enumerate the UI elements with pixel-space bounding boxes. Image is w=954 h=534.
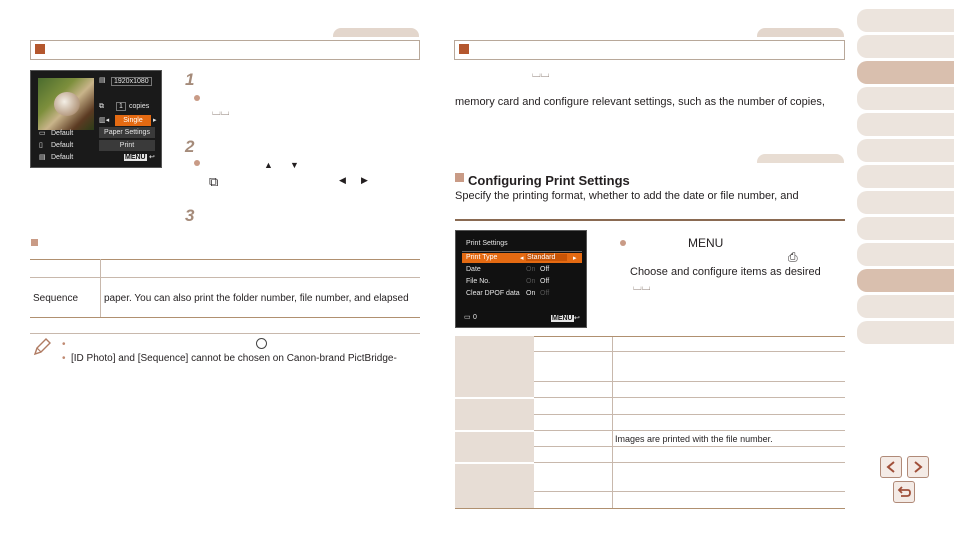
side-tab-12[interactable] bbox=[857, 295, 954, 318]
left-section-bar bbox=[30, 40, 420, 60]
clear-dpof-value: On bbox=[526, 290, 536, 297]
right-header-tab bbox=[757, 28, 844, 37]
return-button[interactable] bbox=[893, 481, 915, 503]
table-rule bbox=[534, 351, 845, 352]
step-3-number: 3 bbox=[185, 206, 195, 225]
table-row-label: Sequence bbox=[33, 293, 79, 304]
resolution-text: 1920x1080 bbox=[111, 77, 152, 86]
print-count: 0 bbox=[473, 314, 477, 321]
table-header-cell-1 bbox=[455, 336, 534, 397]
copies-value[interactable]: 1 bbox=[116, 102, 126, 111]
table-col-divider-1 bbox=[612, 336, 613, 508]
subsection-marker-icon bbox=[31, 239, 38, 246]
date-value: Off bbox=[540, 266, 550, 273]
table-rule bbox=[534, 336, 845, 337]
chevron-right-icon bbox=[908, 457, 928, 477]
camera-print-settings-screen bbox=[455, 230, 587, 328]
paper-type-icon: ▯ bbox=[39, 142, 43, 149]
table-file-number-text: Images are printed with the file number. bbox=[615, 434, 773, 444]
file-no-label[interactable]: File No. bbox=[466, 278, 491, 285]
side-tab-6[interactable] bbox=[857, 139, 954, 162]
date-on-dim: On bbox=[526, 266, 536, 273]
note-line-2: [ID Photo] and [Sequence] cannot be chosen on Canon-brand PictBridge- bbox=[71, 353, 397, 364]
file-no-value: Off bbox=[540, 278, 550, 285]
title-rule bbox=[462, 251, 582, 252]
side-tab-8[interactable] bbox=[857, 191, 954, 214]
table-rule bbox=[534, 491, 845, 492]
dog-image bbox=[54, 92, 80, 116]
print-type-value: Standard bbox=[526, 254, 567, 261]
note-top-rule bbox=[30, 333, 420, 334]
right-arrow-icon: ▶ bbox=[361, 175, 368, 185]
step-2-bullet bbox=[194, 160, 200, 166]
subsection-marker-icon bbox=[455, 173, 464, 182]
left-header-tab bbox=[333, 28, 419, 37]
side-tab-9[interactable] bbox=[857, 217, 954, 240]
table-col-divider bbox=[100, 259, 101, 317]
file-no-on-dim: On bbox=[526, 278, 536, 285]
clear-dpof-off-dim: Off bbox=[540, 290, 550, 297]
page-ref-icon[interactable]: ⌴⌴ bbox=[212, 106, 230, 118]
next-page-button[interactable] bbox=[907, 456, 929, 478]
table-rule bbox=[534, 430, 845, 431]
print-type-select[interactable]: Single bbox=[115, 115, 151, 126]
left-arrow-icon: ◀ bbox=[339, 175, 346, 185]
section-title: Configuring Print Settings bbox=[468, 173, 630, 188]
section-marker-icon bbox=[459, 44, 469, 54]
page-ref-icon[interactable]: ⌴⌴ bbox=[532, 68, 550, 80]
left-arrow-icon: ◂ bbox=[520, 255, 524, 262]
table-row-rule bbox=[30, 277, 420, 278]
right-section-bar bbox=[454, 40, 845, 60]
table-rule bbox=[534, 414, 845, 415]
paper-default-icon: ▭ bbox=[39, 130, 46, 137]
copies-icon: ⧉ bbox=[99, 103, 104, 110]
step-1-number: 1 bbox=[185, 70, 195, 89]
section-rule bbox=[455, 219, 845, 221]
note-bullet-2: • bbox=[62, 353, 66, 364]
table-header-cell-4 bbox=[455, 464, 534, 508]
instruction-bullet bbox=[620, 240, 626, 246]
right-arrow-icon: ▸ bbox=[573, 255, 577, 262]
table-bottom-rule bbox=[30, 317, 420, 318]
menu-badge: MENU bbox=[125, 154, 146, 161]
section-desc: Specify the printing format, whether to add the date or file number, and bbox=[455, 190, 799, 202]
return-icon bbox=[894, 482, 914, 502]
page-ref-icon[interactable]: ⌴⌴ bbox=[633, 281, 651, 293]
note-bullet-1: • bbox=[62, 339, 66, 350]
side-tab-11[interactable] bbox=[857, 269, 954, 292]
copies-label: copies bbox=[129, 103, 150, 110]
print-settings-title: Print Settings bbox=[466, 240, 508, 247]
up-arrow-icon: ▲ bbox=[264, 160, 273, 170]
down-arrow-icon: ▼ bbox=[290, 160, 299, 170]
step-1-bullet bbox=[194, 95, 200, 101]
print-icon: ⎙ bbox=[788, 250, 798, 264]
side-tab-1[interactable] bbox=[857, 9, 954, 32]
side-tab-4[interactable] bbox=[857, 87, 954, 110]
table-rule bbox=[534, 381, 845, 382]
table-rule bbox=[455, 508, 845, 509]
photo-thumbnail bbox=[38, 78, 94, 130]
pencil-icon bbox=[32, 337, 52, 357]
table-header-cell-3 bbox=[455, 432, 534, 462]
print-type-icon: ▥◂ bbox=[99, 117, 110, 124]
func-set-button-icon bbox=[256, 338, 267, 349]
side-tab-2[interactable] bbox=[857, 35, 954, 58]
default-text-3: Default bbox=[51, 154, 74, 161]
side-tab-7[interactable] bbox=[857, 165, 954, 188]
chevron-right-icon: ▸ bbox=[153, 117, 157, 124]
menu-badge: MENU bbox=[552, 315, 573, 322]
table-row-text: paper. You can also print the folder number, file number, and elapsed bbox=[104, 293, 409, 304]
back-icon: ↩ bbox=[574, 315, 580, 322]
intro-line: memory card and configure relevant settings, such as the number of copies, bbox=[455, 96, 825, 108]
default-text-1: Default bbox=[51, 130, 74, 137]
clear-dpof-label[interactable]: Clear DPOF data bbox=[466, 290, 520, 297]
print-button[interactable]: Print bbox=[99, 140, 155, 151]
date-label[interactable]: Date bbox=[466, 266, 481, 273]
prev-page-button[interactable] bbox=[880, 456, 902, 478]
side-tab-10[interactable] bbox=[857, 243, 954, 266]
instruction-text: Choose and configure items as desired bbox=[630, 266, 821, 278]
back-icon: ↩ bbox=[149, 154, 155, 161]
default-text-2: Default bbox=[51, 142, 74, 149]
camera-print-screen bbox=[30, 70, 162, 168]
table-top-rule bbox=[30, 259, 420, 260]
table-rule bbox=[534, 446, 845, 447]
paper-settings-button[interactable]: Paper Settings bbox=[99, 127, 155, 138]
side-tab-5[interactable] bbox=[857, 113, 954, 136]
side-tab-3[interactable] bbox=[857, 61, 954, 84]
print-count-icon: ▭ bbox=[464, 314, 471, 321]
right-subheader-tab bbox=[757, 154, 844, 163]
step-2-number: 2 bbox=[185, 137, 195, 156]
print-type-label: Print Type bbox=[466, 254, 498, 261]
table-rule bbox=[534, 462, 845, 463]
section-marker-icon bbox=[35, 44, 45, 54]
table-rule bbox=[534, 397, 845, 398]
chevron-left-icon bbox=[881, 457, 901, 477]
layout-icon: ▤ bbox=[39, 154, 46, 161]
side-tab-13[interactable] bbox=[857, 321, 954, 344]
print-type-icon: ⧉ bbox=[209, 174, 219, 189]
film-icon: ▤ bbox=[99, 77, 106, 84]
menu-word: MENU bbox=[688, 236, 724, 250]
table-header-cell-2 bbox=[455, 399, 534, 430]
